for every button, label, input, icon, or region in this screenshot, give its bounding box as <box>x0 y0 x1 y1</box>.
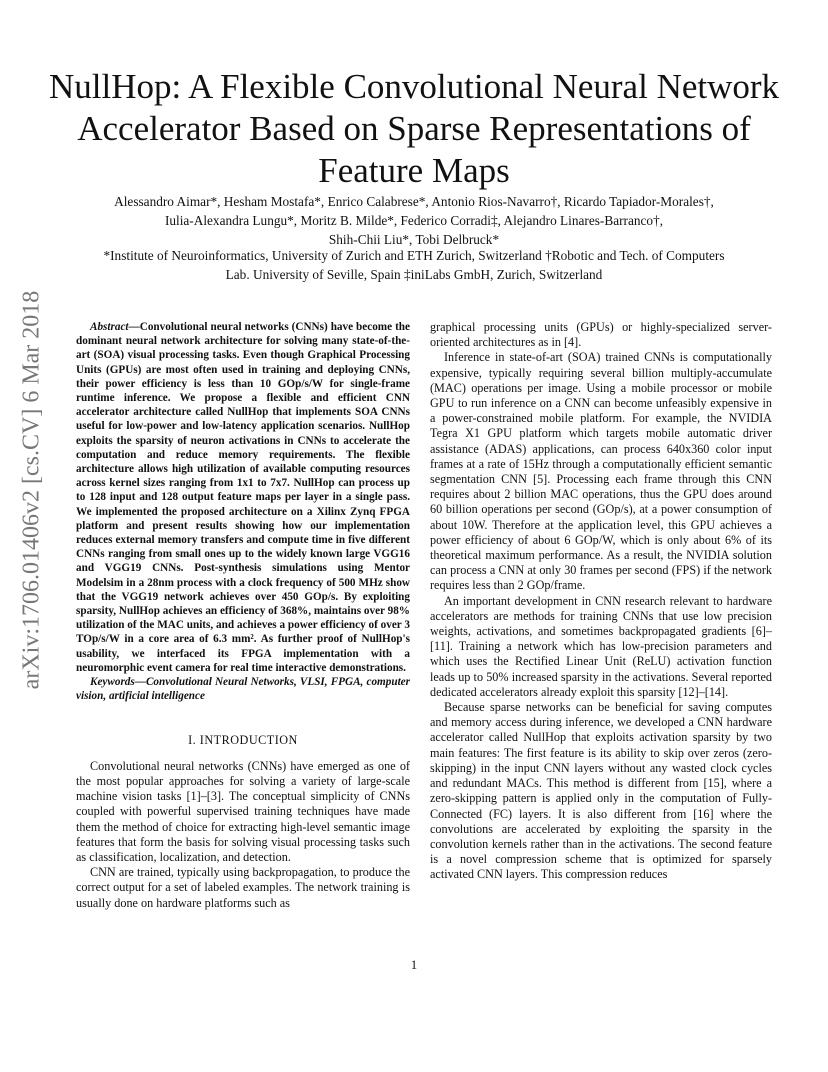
abstract <box>76 320 410 675</box>
right-column <box>430 320 772 883</box>
paragraph: Inference in state-of-art (SOA) trained CNNs is computationally expensive, typically requiring several billion multiply-accumulate (MAC) operations per image. Using a mobile processor or mobile GPU to run inference on a CNN can become unfeasibly expensive in a power-constrained mobile platform. For example, the NVIDIA Tegra X1 GPU platform which targets mobile automatic driver assistance (ADAS) applications, can process 640x360 color input frames at a rate of 15Hz through a computationally efficient semantic segmentation CNN [5]. Processing each frame through this CNN requires about 2 billion MAC operations, thus the GPU does around 60 billion operations per second (GOp/s), at a power consumption of about 10W. Therefore at the application level, this GPU achieves a power efficiency of about 6 GOp/W, which is only about 6% of its theoretical maximum performance. As a result, the NVIDIA solution can process a CNN at only 30 frames per second (FPS) if the network requires less than 2 GOp/frame. <box>430 350 772 593</box>
affiliation-line: Lab. University of Seville, Spain ‡iniLabs GmbH, Zurich, Switzerland <box>225 267 603 282</box>
author-line: Shih-Chii Liu*, Tobi Delbruck* <box>328 232 500 247</box>
affiliations <box>40 246 788 284</box>
author-line: Iulia-Alexandra Lungu*, Moritz B. Milde*, Federico Corradi‡, Alejandro Linares-Barranco†, <box>164 213 664 228</box>
section-heading: I. INTRODUCTION <box>188 733 298 748</box>
paper-title: NullHop: A Flexible Convolutional Neural Network Accelerator Based on Sparse Representations of Feature Maps <box>48 67 780 190</box>
paragraph: Convolutional neural networks (CNNs) have emerged as one of the most popular approaches for solving a variety of large-scale machine vision tasks [1]–[3]. The conceptual simplicity of CNNs coupled with powerful supervised training techniques have made them the method of choice for extracting high-level semantic image features that form the basis for solving visual processing tasks such as classification, localization, and detection. <box>76 758 410 864</box>
left-column <box>76 320 410 911</box>
paragraph: Because sparse networks can be beneficial for saving computes and memory access during inference, we developed a CNN hardware accelerator called NullHop that exploits activation sparsity by two main features: The first feature is its ability to skip over zeros (zero-skipping) in the input CNN layers without any wasted clock cycles and redundant MACs. This method is different from [15], where a zero-skipping pattern is applied only in the computation of Fully-Connected (FC) layers. It is also different from [16] where the convolutions are accelerated by exploiting the sparsity in the convolution kernels rather than in the activations. The second feature is a novel compression scheme that is optimized for sparsely activated CNN layers. This compression reduces <box>430 700 772 882</box>
abstract-text: —Convolutional neural networks (CNNs) have become the dominant neural network architecture for solving many state-of-the-art (SOA) visual processing tasks. Even though Graphical Processing Units (GPUs) are most often used in training and deploying CNNs, their power efficiency is less than 10 GOp/s/W for single-frame runtime inference. We propose a flexible and efficient CNN accelerator architecture called NullHop that implements SOA CNNs useful for low-power and low-latency application scenarios. NullHop exploits the sparsity of neuron activations in CNNs to accelerate the computation and reduce memory requirements. The flexible architecture allows high utilization of available computing resources across kernel sizes ranging from 1x1 to 7x7. NullHop can process up to 128 input and 128 output feature maps per layer in a single pass. We implemented the proposed architecture on a Xilinx Zynq FPGA platform and present results showing how our implementation reduces external memory transfers and compute time in five different CNNs ranging from small ones up to the widely known large VGG16 and VGG19 CNNs. Post-synthesis simulations using Mentor Modelsim in a 28nm process with a clock frequency of 500 MHz show that the VGG19 network achieves over 450 GOp/s. By exploiting sparsity, NullHop achieves an efficiency of 368%, maintains over 98% utilization of the MAC units, and achieves a power efficiency of over 3 TOp/s/W in a core area of 6.3 mm². As further proof of NullHop's usability, we interfaced its FPGA implementation with a neuromorphic event camera for real time interactive demonstrations. <box>76 321 410 674</box>
page-number: 1 <box>410 958 418 972</box>
author-line: Alessandro Aimar*, Hesham Mostafa*, Enrico Calabrese*, Antonio Rios-Navarro†, Ricardo Tapiador-Morales†, <box>114 194 714 209</box>
paragraph: An important development in CNN research relevant to hardware accelerators are methods for training CNNs that use low precision weights, activations, and sometimes backpropagated gradients [6]–[11]. Training a network which has low-precision parameters and which uses the Rectified Linear Unit (ReLU) activation function leads up to 50% increased sparsity in the activations. Several reported dedicated accelerators already exploit this sparsity [12]–[14]. <box>430 593 772 699</box>
affiliation-line: *Institute of Neuroinformatics, University of Zurich and ETH Zurich, Switzerland †Robotic and Tech. of Computers <box>103 248 725 263</box>
abstract-lead: Abstract <box>90 321 129 333</box>
keywords: Keywords—Convolutional Neural Networks, VLSI, FPGA, computer vision, artificial intelligence <box>76 676 410 703</box>
author-list <box>60 192 768 249</box>
paragraph: CNN are trained, typically using backpropagation, to produce the correct output for a set of labeled examples. The network training is usually done on hardware platforms such as <box>76 865 410 910</box>
arxiv-stamp-text: arXiv:1706.01406v2 [cs.CV] 6 Mar 2018 <box>18 290 45 690</box>
arxiv-stamp <box>12 290 52 690</box>
paragraph: graphical processing units (GPUs) or highly-specialized server-oriented architectures as in [4]. <box>430 320 772 350</box>
